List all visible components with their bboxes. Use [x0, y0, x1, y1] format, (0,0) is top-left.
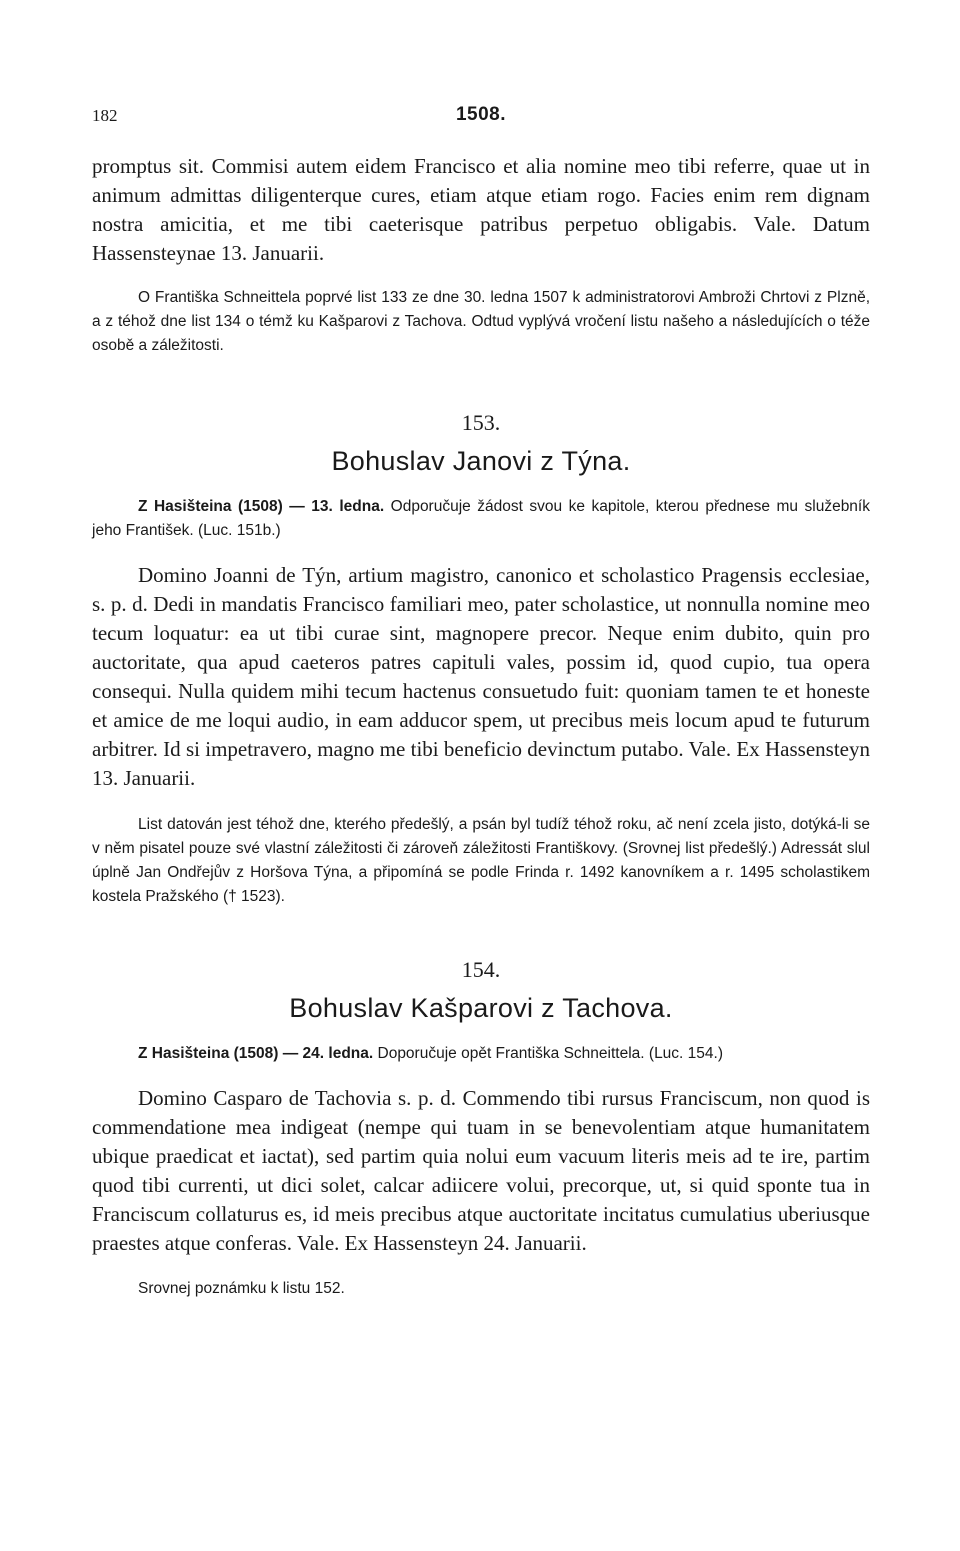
- running-title: 1508.: [455, 104, 507, 125]
- letter-153-title: Bohuslav Janovi z Týna.: [331, 446, 631, 476]
- letter-154-abstract: [92, 1042, 870, 1066]
- letter-153-text: Domino Joanni de Týn, artium magistro, canonico et scholastico Pragensis ecclesiae, s. p. d. Dedi in mandatis Francisco familiari meo, pater scholastice, ut nonnulla nomine meo tecum loquatur: ea ut tibi curae sint, magnopere precor. Neque enim dubito, quin pro auctoritate, qua apud caeteros patres capituli vales, possim id, quod cupio, tua opera consequi. Nulla quidem mihi tecum hactenus consuetudo fuit: quoniam tamen te et honeste et amice de me loqui audio, in eam adducor spem, ut precibus meis locum apud te futurum arbitrer. Id si impetravero, magno me tibi beneficio devinctum putabo. Vale. Ex Hassensteyn 13. Januarii.: [92, 563, 870, 790]
- page-number: 182: [92, 106, 118, 125]
- letter-153-number: 153.: [461, 410, 501, 435]
- letter-153-summary: Odporučuje žádost svou ke kapitole, kterou přednese mu služebník jeho František. (Luc. 151b.): [92, 498, 870, 539]
- letter-154-note: Srovnej poznámku k listu 152.: [138, 1280, 345, 1297]
- letter-154-title: Bohuslav Kašparovi z Tachova.: [289, 993, 673, 1023]
- document-page: [92, 100, 870, 1298]
- letter-153-place-date: Z Hasišteina (1508) — 13. ledna.: [138, 498, 385, 515]
- page-header: [92, 100, 870, 140]
- letter-152-continuation: promptus sit. Commisi autem eidem Francisco et alia nomine meo tibi referre, quae ut in animum admittas diligenterque cures, etiam atque etiam rogo. Facies enim rem dignam nostra amicitia, et me tibi caeterisque patribus perpetuo obligabis. Vale. Datum Hassensteynae 13. Januarii.: [92, 154, 870, 265]
- letter-152-note: O Františka Schneittela poprvé list 133 ze dne 30. ledna 1507 k administratorovi Ambroži Chrtovi z Plzně, a z téhož dne list 134 o témž ku Kašparovi z Tachova. Odtud vyplývá vročení listu našeho a následujících o téže osobě a záležitosti.: [92, 289, 870, 354]
- letter-154-text: Domino Casparo de Tachovia s. p. d. Commendo tibi rursus Franciscum, non quod is commendatione mea indigeat (nempe qui tuam in se benevolentiam atque humanitatem ubique praedicat et iactat), sed partim quia nolui eum vacuum literis meis ad te ire, partim quod tibi currenti, ut dici solet, calcar adiicere volui, precorque, ut, si quid sponte tua in Franciscum collaturus es, id meis precibus atque auctoritate incitatus cumulatius uberiusque praestes atque conferas. Vale. Ex Hassensteyn 24. Januarii.: [92, 1086, 870, 1255]
- letter-153-abstract: [92, 495, 870, 543]
- letter-154-number: 154.: [461, 957, 501, 982]
- letter-154-summary: Doporučuje opět Františka Schneittela. (Luc. 154.): [377, 1045, 723, 1062]
- letter-153-note: List datován jest téhož dne, kterého předešlý, a psán byl tudíž téhož roku, ač není zcela jisto, dotýká-li se v něm pisatel pouze své vlastní záležitosti či zároveň záležitosti Františkovy. (Srovnej list předešlý.) Adressát slul úplně Jan Ondřejův z Horšova Týna, a připomíná se podle Frinda r. 1492 kanovníkem a r. 1495 scholastikem kostela Pražského († 1523).: [92, 816, 870, 905]
- letter-154-place-date: Z Hasišteina (1508) — 24. ledna.: [138, 1045, 374, 1062]
